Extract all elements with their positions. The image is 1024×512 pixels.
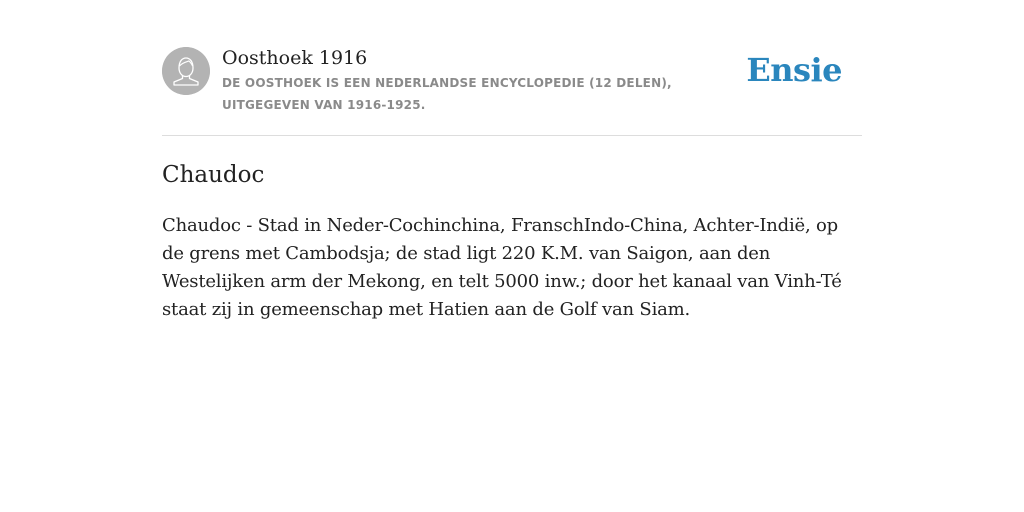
article-body: Chaudoc - Stad in Neder-Cochinchina, FranschIndo-China, Achter-Indië, op de grens met Cambodsja; de stad ligt 220 K.M. van Saigon, aan den Westelijken arm der Mekong, en telt 5000 inw.; door het kanaal van Vinh-Té staat zij in gemeenschap met Hatien aan de Golf van Siam. bbox=[162, 215, 842, 320]
source-description: DE OOSTHOEK IS EEN NEDERLANDSE ENCYCLOPEDIE (12 DELEN), UITGEGEVEN VAN 1916-1925. bbox=[222, 76, 672, 112]
source-name[interactable]: Oosthoek 1916 bbox=[222, 47, 368, 69]
ensie-logo[interactable]: Ensie bbox=[746, 51, 842, 89]
source-header bbox=[162, 46, 862, 120]
header-divider bbox=[162, 135, 862, 136]
user-avatar-icon bbox=[162, 47, 210, 95]
article-title: Chaudoc bbox=[162, 162, 265, 188]
